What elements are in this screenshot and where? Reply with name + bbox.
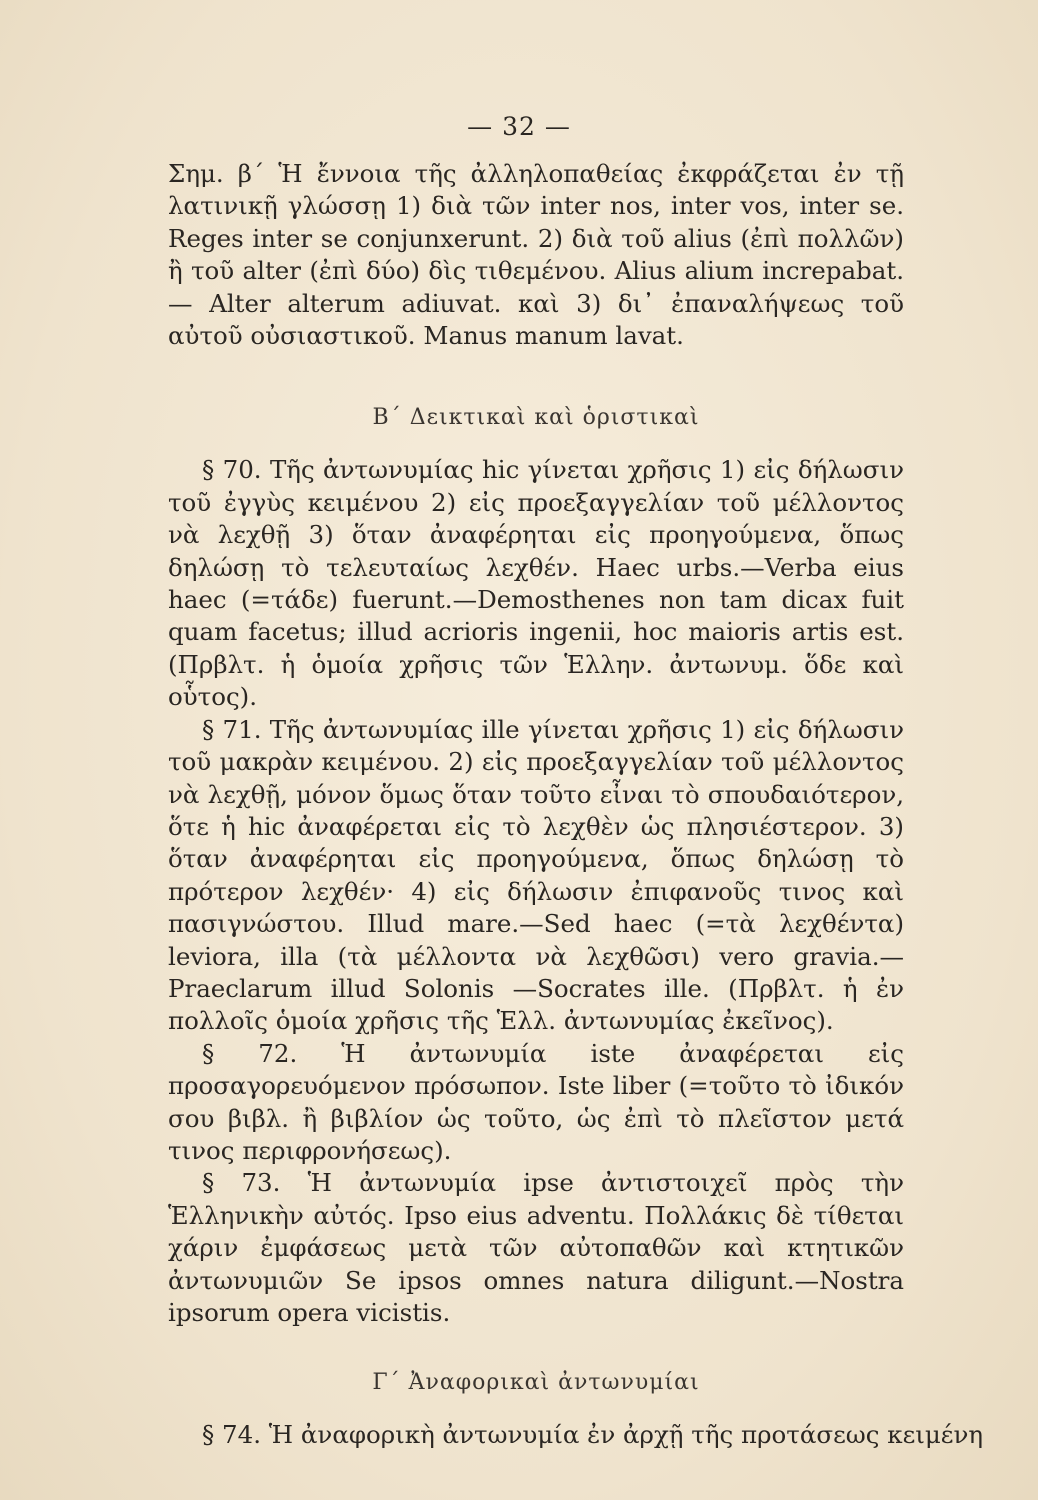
section-heading-b: Β΄ Δεικτικαὶ καὶ ὁριστικαὶ [372,405,700,431]
page-number: — 32 — [467,112,571,141]
section-73-paragraph: § 73. Ἡ ἀντωνυμία ipse ἀντιστοιχεῖ πρὸς τὴν Ἑλληνικὴν αὐτός. Ipso eius adventu. Πολλάκις δὲ τίθεται χάριν ἐμφάσεως μετὰ τῶν αὐτοπαθῶν καὶ κτητικῶν ἀντωνυμιῶν Se ipsos omnes natura diligunt.—Nostra ipsorum opera vicistis. [168,1168,904,1327]
section-72-paragraph: § 72. Ἡ ἀντωνυμία iste ἀναφέρεται εἰς προσαγορευόμενον πρόσωπον. Iste liber (=τοῦτο τὸ ἰδικόν σου βιβλ. ἢ βιβλίον ὡς τοῦτο, ὡς ἐπὶ τὸ πλεῖστον μετά τινος περιφρονήσεως). [168,1038,904,1165]
section-71-paragraph: § 71. Τῆς ἀντωνυμίας ille γίνεται χρῆσις 1) εἰς δήλωσιν τοῦ μακρὰν κειμένου. 2) εἰς προεξαγγελίαν τοῦ μέλλοντος νὰ λεχθῇ, μόνον ὅμως ὅταν τοῦτο εἶναι τὸ σπουδαιότερον, ὅτε ἡ hic ἀναφέρεται εἰς τὸ λεχθὲν ὡς πλησιέστερον. 3) ὅταν ἀναφέρηται εἰς προηγούμενα, ὅπως δηλώσῃ τὸ πρότερον λεχθέν· 4) εἰς δήλωσιν ἐπιφανοῦς τινος καὶ πασιγνώστου. Illud mare.—Sed haec (=τὰ λεχθέντα) leviora, illa (τὰ μέλλοντα νὰ λεχθῶσι) vero gravia.—Praeclarum illud Solonis —Socrates ille. (Πρβλτ. ἡ ἐν πολλοῖς ὁμοία χρῆσις τῆς Ἑλλ. ἀντωνυμίας ἐκεῖνος). [168,714,904,1036]
page-content [168,158,984,1452]
section-heading-g: Γ΄ Ἀναφορικαὶ ἀντωνυμίαι [372,1370,700,1396]
section-70-paragraph: § 70. Τῆς ἀντωνυμίας hic γίνεται χρῆσις 1) εἰς δήλωσιν τοῦ ἐγγὺς κειμένου 2) εἰς προεξαγγελίαν τοῦ μέλλοντος νὰ λεχθῇ 3) ὅταν ἀναφέρηται εἰς προηγούμενα, ὅπως δηλώσῃ τὸ τελευταίως λεχθέν. Haec urbs.—Verba eius haec (=τάδε) fuerunt.—Demosthenes non tam dicax fuit quam facetus; illud acrioris ingenii, hoc maioris artis est. (Πρβλτ. ἡ ὁμοία χρῆσις τῶν Ἑλλην. ἀντωνυμ. ὅδε καὶ οὗτος). [168,455,904,712]
section-74-paragraph: § 74. Ἡ ἀναφορικὴ ἀντωνυμία ἐν ἀρχῇ τῆς προτάσεως κειμένη [202,1420,984,1450]
note-b-paragraph: Σημ. β΄ Ἡ ἔννοια τῆς ἀλληλοπαθείας ἐκφράζεται ἐν τῇ λατινικῇ γλώσσῃ 1) διὰ τῶν inter nos, inter vos, inter se. Reges inter se conjunxerunt. 2) διὰ τοῦ alius (ἐπὶ πολλῶν) ἢ τοῦ alter (ἐπὶ δύο) δὶς τιθεμένου. Alius alium increpabat. — Alter alterum adiuvat. καὶ 3) δι᾽ ἐπαναλήψεως τοῦ αὐτοῦ οὐσιαστικοῦ. Manus manum lavat. [168,159,904,351]
